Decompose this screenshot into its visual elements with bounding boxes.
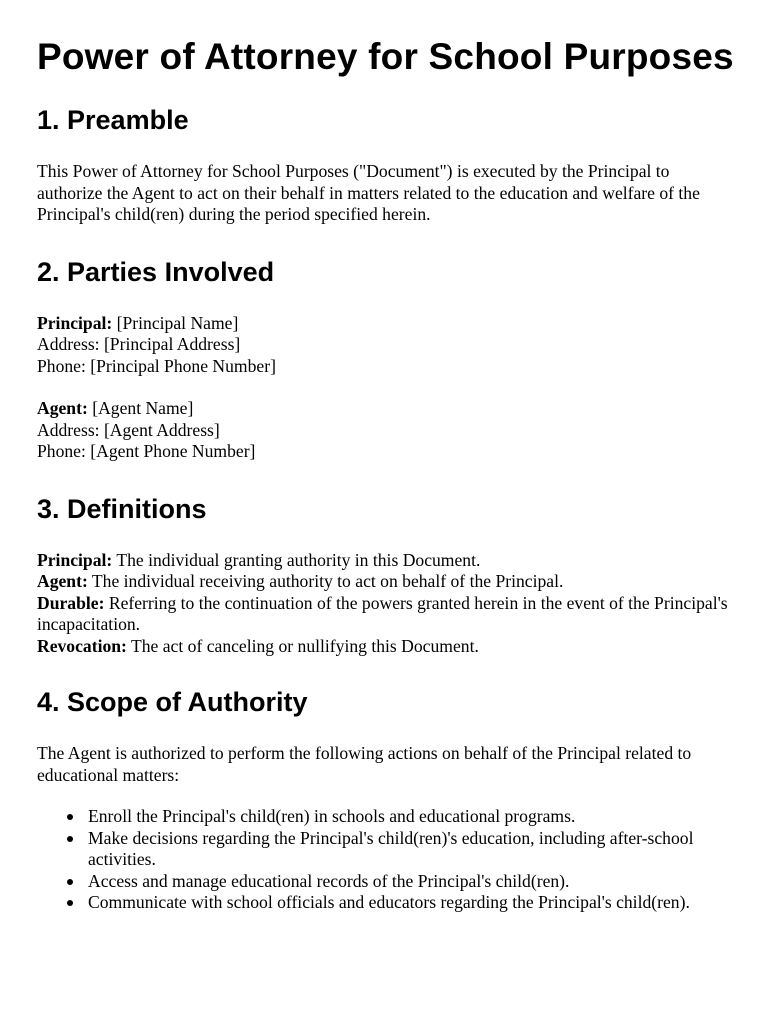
list-item-text: Make decisions regarding the Principal's child(ren)'s education, including after-school activities. (88, 827, 694, 869)
definition-text: The individual granting authority in this Document. (112, 549, 481, 570)
definition-item (37, 571, 734, 593)
definition-text: The individual receiving authority to act on behalf of the Principal. (87, 571, 564, 591)
agent-details (37, 398, 734, 463)
section-heading-definitions: 3. Definitions (37, 493, 207, 524)
bullet-icon (67, 879, 73, 885)
definition-text: Referring to the continuation of the powers granted herein in the event of the Principal's incapacitation. (37, 592, 728, 634)
definition-item (37, 593, 734, 636)
document-title: Power of Attorney for School Purposes (37, 36, 734, 77)
list-item-text: Communicate with school officials and educators regarding the Principal's child(ren). (88, 892, 690, 912)
principal-phone: Phone: [Principal Phone Number] (37, 355, 276, 376)
principal-address: Address: [Principal Address] (37, 334, 241, 354)
list-item (88, 871, 734, 893)
agent-label: Agent: (37, 398, 88, 418)
definition-text: The act of canceling or nullifying this Document. (126, 635, 479, 656)
definition-item (37, 550, 734, 572)
agent-name-line (37, 398, 734, 420)
bullet-icon (67, 836, 73, 842)
definitions-list (37, 550, 734, 658)
scope-list (37, 806, 734, 914)
agent-phone: Phone: [Agent Phone Number] (37, 441, 256, 461)
list-item-text: Enroll the Principal's child(ren) in schools and educational programs. (88, 806, 576, 826)
definition-term: Agent: (37, 571, 88, 591)
section-heading-preamble: 1. Preamble (37, 105, 189, 135)
agent-name: [Agent Name] (87, 398, 194, 418)
agent-address: Address: [Agent Address] (37, 419, 220, 440)
section-heading-parties: 2. Parties Involved (37, 256, 275, 287)
bullet-icon (67, 814, 73, 820)
preamble-text: This Power of Attorney for School Purposes ("Document") is executed by the Principal to authorize the Agent to act on their behalf in matters related to the education and welfare of the Principal's child(ren) during the period specified herein. (37, 161, 700, 224)
principal-name: [Principal Name] (112, 312, 239, 333)
definition-term: Durable: (37, 592, 105, 613)
bullet-icon (67, 900, 73, 906)
principal-label: Principal: (37, 312, 113, 333)
definition-item (37, 636, 734, 658)
list-item (88, 806, 734, 828)
definition-term: Principal: (37, 549, 113, 570)
list-item (88, 892, 734, 914)
section-heading-scope: 4. Scope of Authority (37, 687, 308, 717)
list-item-text: Access and manage educational records of the Principal's child(ren). (88, 870, 570, 891)
list-item (88, 828, 734, 871)
scope-intro: The Agent is authorized to perform the following actions on behalf of the Principal related to educational matters: (37, 743, 692, 785)
principal-details (37, 313, 734, 378)
definition-term: Revocation: (37, 635, 127, 656)
principal-name-line (37, 313, 734, 335)
